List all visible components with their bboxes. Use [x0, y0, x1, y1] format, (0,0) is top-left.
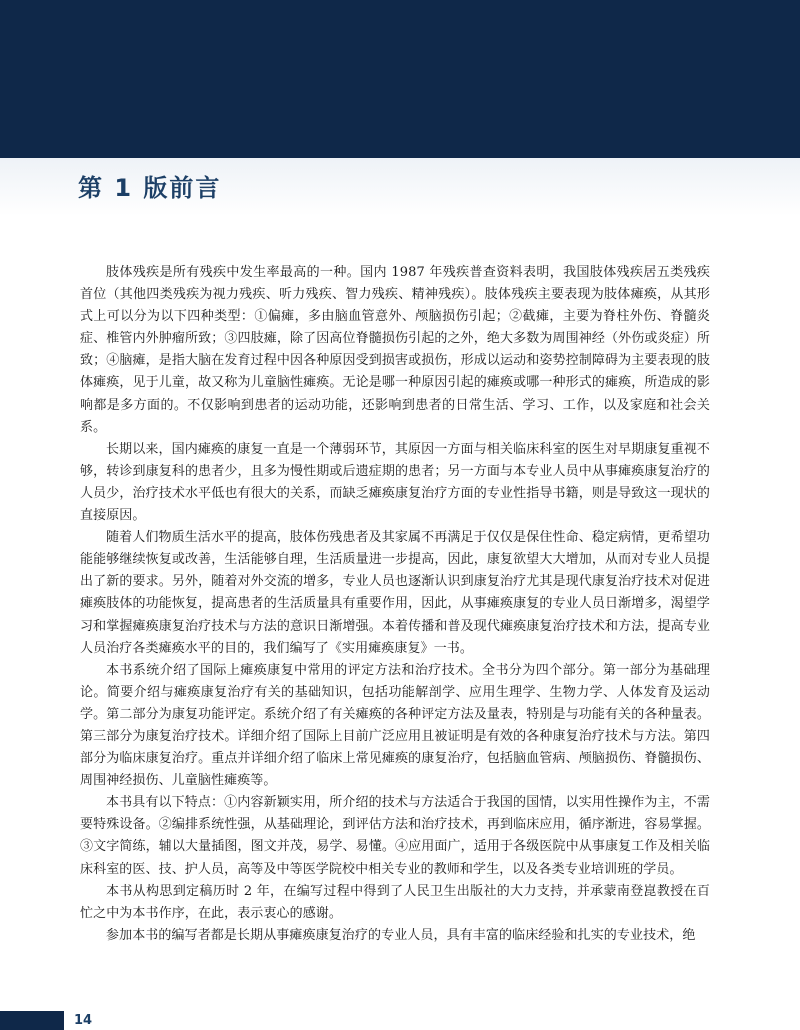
header-band	[0, 0, 800, 158]
page-number: 14	[74, 1013, 93, 1028]
paragraph: 参加本书的编写者都是长期从事瘫痪康复治疗的专业人员，具有丰富的临床经验和扎实的专业技术，绝	[106, 927, 696, 943]
body-text	[80, 262, 710, 947]
paragraph: 本书从构思到定稿历时 2 年，在编写过程中得到了人民卫生出版社的大力支持，并承蒙南登崑教授在百忙之中为本书作序，在此，表示衷心的感谢。	[80, 883, 710, 921]
paragraph: 肢体残疾是所有残疾中发生率最高的一种。国内 1987 年残疾普查资料表明，我国肢体残疾居五类残疾首位（其他四类残疾为视力残疾、听力残疾、智力残疾、精神残疾）。肢体残疾主要表现为肢体瘫痪，从其形式上可以分为以下四种类型：①偏瘫，多由脑血管意外、颅脑损伤引起；②截瘫，主要为脊柱外伤、脊髓炎症、椎管内外肿瘤所致；③四肢瘫，除了因高位脊髓损伤引起的之外，绝大多数为周围神经（外伤或炎症）所致；④脑瘫，是指大脑在发育过程中因各种原因受到损害或损伤，形成以运动和姿势控制障碍为主要表现的肢体瘫痪，见于儿童，故又称为儿童脑性瘫痪。无论是哪一种原因引起的瘫痪或哪一种形式的瘫痪，所造成的影响都是多方面的。不仅影响到患者的运动功能，还影响到患者的日常生活、学习、工作，以及家庭和社会关系。	[80, 265, 710, 435]
paragraph: 随着人们物质生活水平的提高，肢体伤残患者及其家属不再满足于仅仅是保住性命、稳定病情，更希望功能能够继续恢复或改善，生活能够自理，生活质量进一步提高，因此，康复欲望大大增加，从而对专业人员提出了新的要求。另外，随着对外交流的增多，专业人员也逐渐认识到康复治疗尤其是现代康复治疗技术对促进瘫痪肢体的功能恢复，提高患者的生活质量具有重要作用，因此，从事瘫痪康复的专业人员日渐增多，渴望学习和掌握瘫痪康复治疗技术与方法的意识日渐增强。本着传播和普及现代瘫痪康复治疗技术和方法，提高专业人员治疗各类瘫痪水平的目的，我们编写了《实用瘫痪康复》一书。	[80, 530, 710, 656]
paragraph: 本书系统介绍了国际上瘫痪康复中常用的评定方法和治疗技术。全书分为四个部分。第一部分为基础理论。简要介绍与瘫痪康复治疗有关的基础知识，包括功能解剖学、应用生理学、生物力学、人体发育及运动学。第二部分为康复功能评定。系统介绍了有关瘫痪的各种评定方法及量表，特别是与功能有关的各种量表。第三部分为康复治疗技术。详细介绍了国际上目前广泛应用且被证明是有效的各种康复治疗技术与方法。第四部分为临床康复治疗。重点并详细介绍了临床上常见瘫痪的康复治疗，包括脑血管病、颅脑损伤、脊髓损伤、周围神经损伤、儿童脑性瘫痪等。	[80, 662, 710, 789]
footer-bar	[0, 1011, 64, 1030]
paragraph: 本书具有以下特点：①内容新颖实用，所介绍的技术与方法适合于我国的国情，以实用性操作为主，不需要特殊设备。②编排系统性强，从基础理论，到评估方法和治疗技术，再到临床应用，循序渐进，容易掌握。③文字简练，辅以大量插图，图文并茂，易学、易懂。④应用面广，适用于各级医院中从事康复工作及相关临床科室的医、技、护人员，高等及中等医学院校中相关专业的教师和学生，以及各类专业培训班的学员。	[80, 795, 710, 877]
paragraph: 长期以来，国内瘫痪的康复一直是一个薄弱环节，其原因一方面与相关临床科室的医生对早期康复重视不够，转诊到康复科的患者少，且多为慢性期或后遗症期的患者；另一方面与本专业人员中从事瘫痪康复治疗的人员少，治疗技术水平低也有很大的关系，而缺乏瘫痪康复治疗方面的专业性指导书籍，则是导致这一现状的直接原因。	[80, 441, 710, 524]
chapter-title: 第 1 版前言	[78, 174, 222, 202]
